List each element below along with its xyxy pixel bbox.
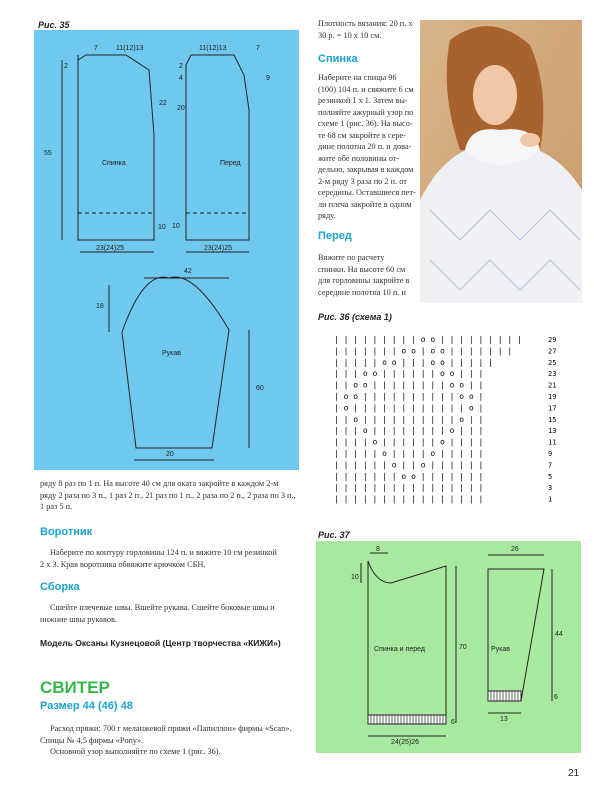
sleeve-rib-band [488, 691, 521, 701]
back-top-w: 11(12)13 [116, 45, 144, 52]
chart-row-number: 25 [548, 358, 557, 367]
fig35-label: Рис. 35 [38, 20, 70, 30]
chart-row-number: 3 [548, 484, 553, 493]
chart-row-number: 13 [548, 427, 557, 436]
front-d4: 4 [179, 75, 183, 82]
front-side-w: 7 [256, 45, 260, 52]
page-number: 21 [568, 768, 580, 779]
front-d9: 9 [266, 75, 270, 82]
back-d22: 22 [159, 100, 167, 107]
assembly-text: Сшейте плечевые швы. Вшейте рукава. Сшейте боковые швы и нижние швы рукавов. [40, 603, 275, 624]
front-bottom-w: 23(24)25 [204, 245, 233, 252]
chart-row-number: 15 [548, 415, 557, 424]
chart-row-number: 27 [548, 347, 557, 356]
sleeve37-d26: 26 [511, 546, 519, 553]
sleeve-top: 42 [184, 268, 192, 275]
collar-text: Наберите по контуру горловины 124 п. и вяжите 10 см резинкой 2 x 3. Края воротника обвяжите крючком СБН. [40, 548, 277, 569]
back-d2: 2 [64, 63, 68, 70]
credit-text: Модель Оксаны Кузнецовой (Центр творчества «КИЖИ») [40, 638, 281, 648]
sleeve37-d44: 44 [555, 631, 563, 638]
back-side-w: 7 [94, 45, 98, 52]
collar-heading: Воротник [40, 526, 93, 538]
sleeve37-bottom: 13 [500, 716, 508, 723]
chart-row: | | | | | | | | | o o | | | | | | | | | [334, 335, 522, 344]
sleeve-continuation: ряду 8 раз по 1 п. На высоте 40 см для оката закройте в каждом 2-м ряду 2 раза по 3 п., 1 раз 2 п., 21 раз по 1 п., 2 раза по 2 п., 2 раза по 3 п., 1 раз 5 п. [40, 479, 296, 511]
chart-row-number: 5 [548, 472, 553, 481]
body37-d70: 70 [459, 644, 467, 651]
chart-row-number: 23 [548, 370, 557, 379]
fig37-panel [316, 541, 581, 753]
front-d10: 10 [172, 223, 180, 230]
chart-row: | o o | | | | | | | | | | o o | [334, 392, 484, 401]
sweater-title: СВИТЕР [40, 678, 110, 697]
chart-row: | | | | | | | o o | | | | | | | [334, 471, 484, 481]
stitch-chart [330, 330, 570, 510]
fig37-label: Рис. 37 [318, 530, 350, 540]
chart-row: | | | | | | o | | o | | | | | | [334, 460, 484, 470]
chart-row-number: 9 [548, 450, 553, 458]
body37-name: Спинка и перед [374, 646, 425, 653]
back-name: Спинка [102, 160, 126, 167]
fig35-panel [34, 30, 299, 470]
chart-row: | | o o | | | | | | | | o o | | [334, 380, 484, 390]
chart-row-number: 21 [548, 381, 557, 390]
front-outline [186, 55, 249, 240]
body37-d8: 8 [376, 546, 380, 553]
body37-bottom: 24(25)26 [391, 739, 420, 746]
sleeve-d18: 18 [96, 303, 104, 310]
chart-row: | | o | | | | | | | | | | o | | [334, 414, 484, 424]
density-text: Плотность вязания: 20 п. x 30 р. = 10 x 10 см. [318, 19, 413, 40]
chart-row: | | | | | | | | | | | | | | | | [334, 494, 484, 504]
body37-d10: 10 [351, 574, 359, 581]
back-instructions: Наберите на спицы 96 (100) 104 п. и свяжите 6 см резинкой 1 x 1. Затем вы- полняйте ажурный узор по схеме 1 (рис. 36). На высо- те 68 см закройте в сере- дине полотна 20 п. и дова- жите обе половины от- дельно, закрывая в каждом 2-м ряду 3 раза по 2 п. от середины. Оставшиеся пет- ли плеча закройте в одном ряду. [318, 73, 416, 220]
back-d55: 55 [44, 150, 52, 157]
chart-row: | | | | | o o | | | o o | | | | | [334, 357, 493, 367]
sweater-size: Размер 44 (46) 48 [40, 700, 133, 712]
chart-row-number: 11 [548, 438, 557, 447]
sleeve-d60: 60 [256, 385, 264, 392]
fig36-label: Рис. 36 (схема 1) [318, 312, 392, 322]
assembly-heading: Сборка [40, 581, 80, 593]
fig35-diagram [34, 30, 299, 470]
chart-row: | | | | o | | | | | | o | | | | [334, 437, 484, 447]
front-top-w: 11(12)13 [199, 45, 227, 52]
sleeve-bottom: 20 [166, 451, 174, 458]
front-d2: 2 [179, 63, 183, 70]
sleeve-name: Рукав [162, 350, 181, 357]
front-name: Перед [220, 160, 241, 167]
chart-row-number: 17 [548, 404, 557, 413]
back-outline [78, 55, 154, 240]
model-photo [420, 20, 582, 303]
back-bottom-w: 23(24)25 [96, 245, 125, 252]
front-instructions: Вяжите по расчету спинки. На высоте 60 см для горловины закройте в середине полотна 10 п. и [318, 253, 410, 297]
fig36-chart [330, 330, 570, 510]
back-d10: 10 [158, 224, 166, 231]
chart-row-number: 7 [548, 461, 553, 470]
sleeve37-outline [488, 569, 544, 701]
front-d20: 20 [177, 105, 185, 112]
chart-row: | | | o | | | | | | | | o | | | [334, 426, 484, 436]
chart-row: | | | o o | | | | | | o o | | | [334, 369, 484, 379]
chart-row: | | | | | o | | | | o | | | | | [334, 449, 484, 458]
back-heading: Спинка [318, 53, 358, 65]
chart-row: | | | | | | | o o | o o | | | | | | | [334, 346, 513, 356]
chart-row-number: 29 [548, 336, 557, 344]
sleeve37-name: Рукав [491, 646, 510, 653]
chart-row: | o | | | | | | | | | | | | o | [334, 403, 484, 413]
sleeve-outline [122, 277, 229, 448]
fig37-diagram [316, 541, 581, 753]
front-heading: Перед [318, 230, 352, 242]
body37-d6: 6 [451, 719, 455, 726]
body-outline [368, 561, 446, 723]
chart-row-number: 1 [548, 495, 553, 504]
chart-row-number: 19 [548, 393, 557, 401]
chart-row: | | | | | | | | | | | | | | | | [334, 483, 484, 493]
sweater-materials: Расход пряжи: 700 г меланжевой пряжи «Папиллон» фирмы «Scan». Спицы № 4,5 фирмы «Pony». Основной узор выполняйте по схеме 1 (рис. 36). [40, 724, 292, 756]
sleeve37-d6: 6 [554, 694, 558, 701]
photo-illustration [420, 20, 582, 303]
